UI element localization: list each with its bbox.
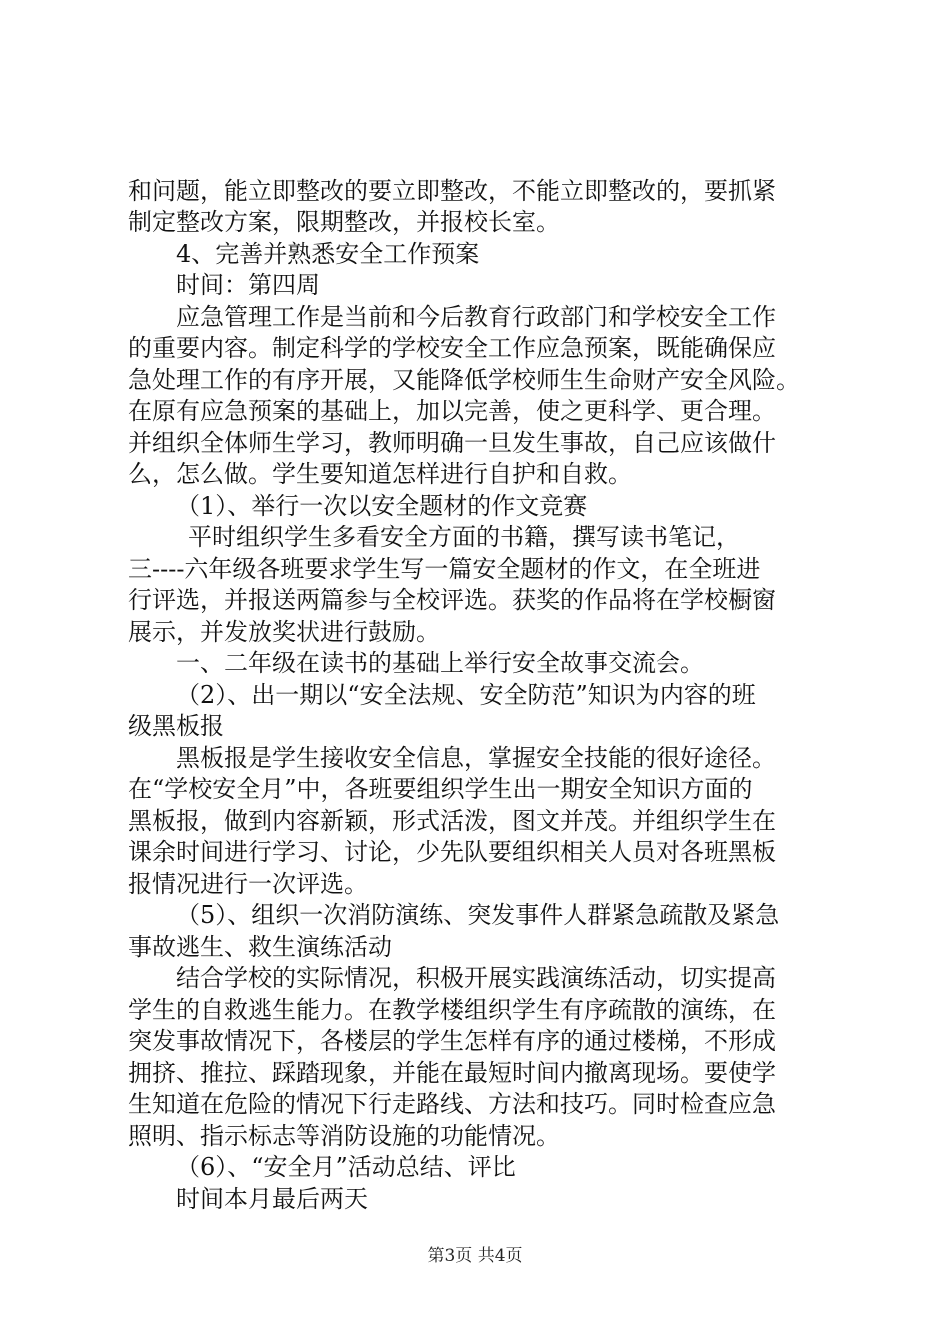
text-line: 照明、指示标志等消防设施的功能情况。 (128, 1122, 560, 1150)
subheading: （6）、“安全月”活动总结、评比 (176, 1153, 516, 1181)
text-line: 时间：第四周 (176, 271, 320, 299)
subheading: （2）、出一期以“安全法规、安全防范”知识为内容的班 (176, 681, 756, 709)
text-line: 黑板报，做到内容新颖，形式活泼，图文并茂。并组织学生在 (128, 807, 776, 835)
text-line: 三----六年级各班要求学生写一篇安全题材的作文，在全班进 (128, 555, 761, 583)
text-line: 的重要内容。制定科学的学校安全工作应急预案，既能确保应 (128, 334, 776, 362)
text-line: 时间本月最后两天 (176, 1185, 368, 1213)
text-line: 和问题，能立即整改的要立即整改，不能立即整改的，要抓紧 (128, 177, 776, 205)
text-line: 突发事故情况下，各楼层的学生怎样有序的通过楼梯，不形成 (128, 1027, 776, 1055)
text-line: 平时组织学生多看安全方面的书籍，撰写读书笔记， (188, 523, 740, 551)
text-line: 生知道在危险的情况下行走路线、方法和技巧。同时检查应急 (128, 1090, 776, 1118)
text-line: 拥挤、推拉、踩踏现象，并能在最短时间内撤离现场。要使学 (128, 1059, 776, 1087)
text-line: 么，怎么做。学生要知道怎样进行自护和自救。 (128, 460, 632, 488)
text-line: 报情况进行一次评选。 (128, 870, 368, 898)
text-line: 应急管理工作是当前和今后教育行政部门和学校安全工作 (176, 303, 776, 331)
text-line: 在原有应急预案的基础上，加以完善，使之更科学、更合理。 (128, 397, 776, 425)
subheading: （5）、组织一次消防演练、突发事件人群紧急疏散及紧急 (176, 901, 780, 929)
text-line: 一、二年级在读书的基础上举行安全故事交流会。 (176, 649, 704, 677)
subheading-continuation: 事故逃生、救生演练活动 (128, 933, 392, 961)
text-line: 展示，并发放奖状进行鼓励。 (128, 618, 440, 646)
text-line: 黑板报是学生接收安全信息，掌握安全技能的很好途径。 (176, 744, 776, 772)
text-line: 结合学校的实际情况，积极开展实践演练活动，切实提高 (176, 964, 776, 992)
text-line: 学生的自救逃生能力。在教学楼组织学生有序疏散的演练，在 (128, 996, 776, 1024)
text-line: 在“学校安全月”中，各班要组织学生出一期安全知识方面的 (128, 775, 753, 803)
subheading-continuation: 级黑板报 (128, 712, 224, 740)
section-heading: 4、完善并熟悉安全工作预案 (176, 240, 480, 268)
text-line: 行评选，并报送两篇参与全校评选。获奖的作品将在学校橱窗 (128, 586, 776, 614)
text-line: 制定整改方案，限期整改，并报校长室。 (128, 208, 560, 236)
page-number: 第3页 共4页 (427, 1246, 523, 1266)
text-line: 课余时间进行学习、讨论，少先队要组织相关人员对各班黑板 (128, 838, 776, 866)
text-line: 急处理工作的有序开展，又能降低学校师生生命财产安全风险。 (128, 366, 800, 394)
text-line: 并组织全体师生学习，教师明确一旦发生事故，自己应该做什 (128, 429, 776, 457)
subheading: （1）、举行一次以安全题材的作文竞赛 (176, 492, 588, 520)
